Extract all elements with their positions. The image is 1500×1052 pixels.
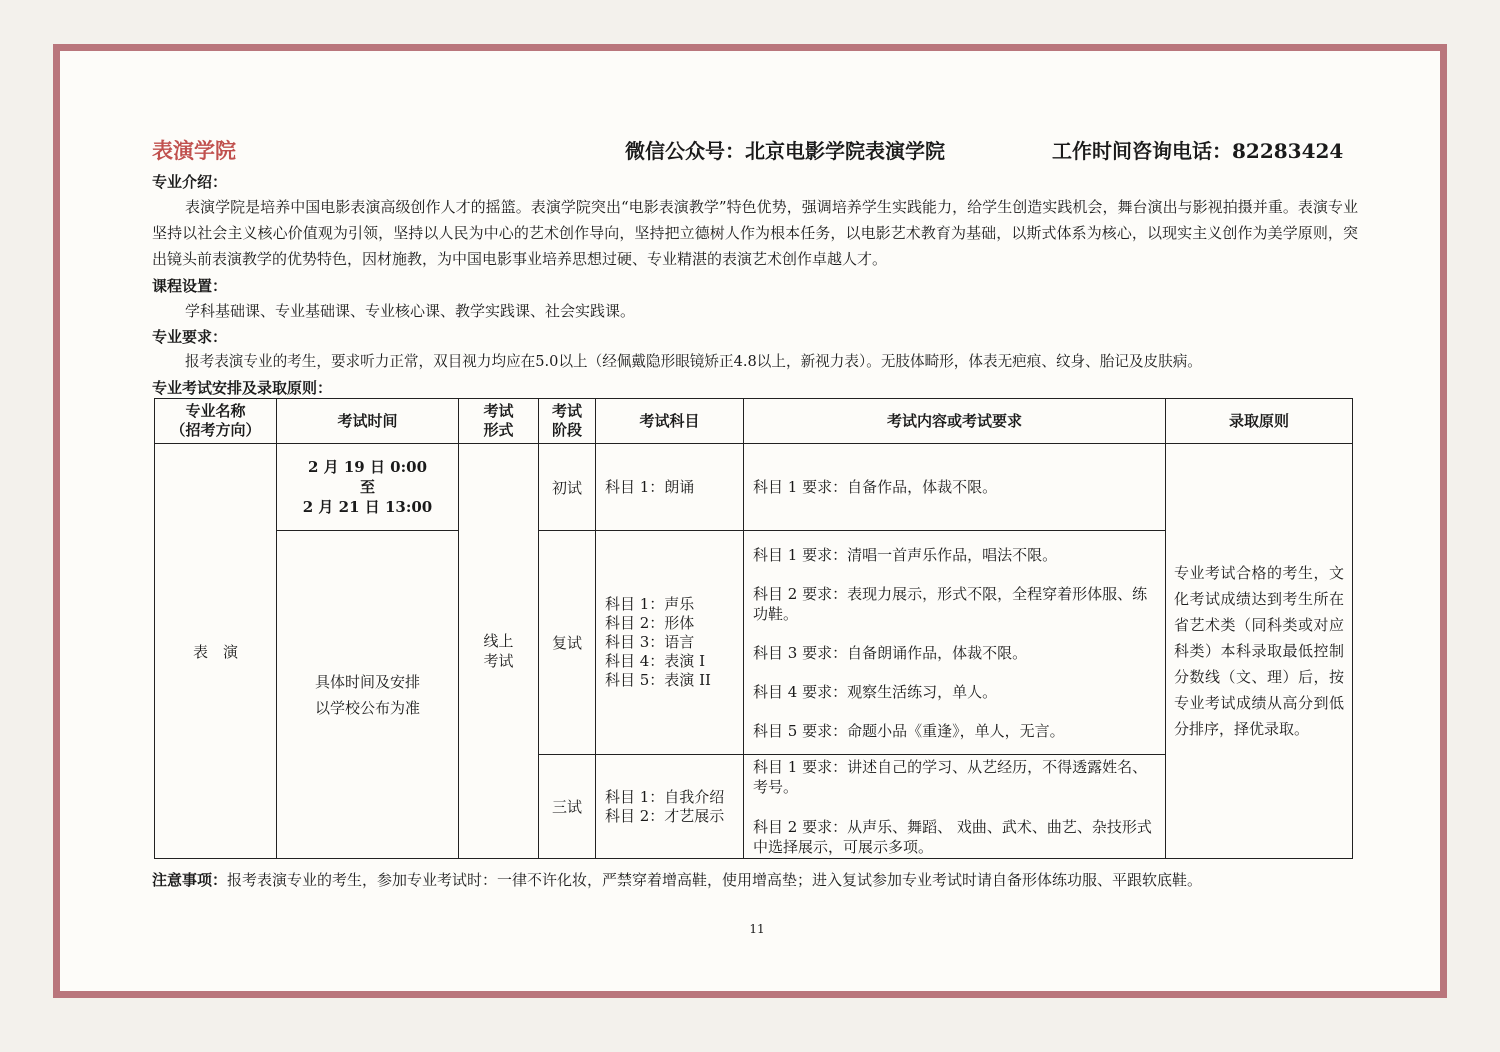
- header-subjects: 考试科目: [596, 399, 744, 444]
- requirement-item: 科目 2 要求：从声乐、舞蹈、 戏曲、武术、曲艺、杂技形式中选择展示，可展示多项。: [753, 817, 1152, 856]
- college-name: 表演学院: [152, 138, 236, 163]
- requirement-item: 科目 4 要求：观察生活练习，单人。: [753, 682, 998, 701]
- requirements-text: 报考表演专业的考生，要求听力正常，双目视力均应在5.0以上（经佩戴隐形眼镜矫正4.8以上，新视力表）。无肢体畸形，体表无疤痕、纹身、胎记及皮肤病。: [185, 353, 1202, 370]
- subject-item: 科目 2：才艺展示: [605, 806, 725, 825]
- subject-item: 科目 5：表演 II: [605, 671, 711, 689]
- requirement-item: 科目 5 要求：命题小品《重逢》，单人，无言。: [753, 721, 1065, 740]
- subject-item: 科目 4：表演 I: [605, 652, 706, 670]
- requirements-title: 专业要求：: [152, 328, 228, 346]
- time-line: 具体时间及安排: [314, 672, 420, 691]
- header-form-line: 形式: [483, 421, 514, 439]
- form-line: 考试: [483, 652, 514, 670]
- consult-phone: 工作时间咨询电话：82283424: [1052, 139, 1344, 163]
- form-cell: [459, 444, 539, 859]
- header-stage: [539, 399, 596, 444]
- intro-title: 专业介绍：: [152, 173, 228, 191]
- header-form-line: 考试: [483, 402, 514, 420]
- header-form: [459, 399, 539, 444]
- time-line: 以学校公布为准: [314, 698, 420, 717]
- stage-cell-round2: 复试: [539, 531, 596, 755]
- subject-item: 科目 2：形体: [605, 614, 695, 632]
- requirement-item: 科目 2 要求：表现力展示，形式不限，全程穿着形体服、练功鞋。: [753, 584, 1148, 623]
- time-line: 至: [359, 478, 375, 496]
- stage-cell-round1: 初试: [539, 444, 596, 531]
- time-line: 2 月 21 日 13:00: [302, 498, 433, 516]
- wechat-account: 微信公众号：北京电影学院表演学院: [625, 139, 945, 163]
- requirement-item: 科目 1 要求：清唱一首声乐作品，唱法不限。: [753, 545, 1058, 564]
- page-frame: [53, 44, 1447, 998]
- content-cell-round3: [744, 755, 1166, 859]
- header-stage-line: 考试: [551, 402, 582, 420]
- subject-item: 科目 1：朗诵: [605, 477, 695, 496]
- header-major-line: （招考方向）: [170, 421, 261, 439]
- subjects-cell-round2: [596, 531, 744, 755]
- exam-schedule-table: [154, 398, 1353, 859]
- stage-cell-round3: 三试: [539, 755, 596, 859]
- requirement-item: 科目 1 要求：讲述自己的学习、从艺经历，不得透露姓名、考号。: [753, 757, 1148, 796]
- table-row: [155, 444, 1353, 531]
- header-stage-line: 阶段: [551, 421, 582, 439]
- notice-text: 报考表演专业的考生，参加专业考试时：一律不许化妆，严禁穿着增高鞋，使用增高垫；进入复试参加专业考试时请自备形体练功服、平跟软底鞋。: [227, 871, 1203, 889]
- subject-item: 科目 1：自我介绍: [605, 787, 725, 806]
- content-cell-round2: [744, 531, 1166, 755]
- schedule-title: 专业考试安排及录取原则：: [152, 379, 333, 397]
- subject-item: 科目 3：语言: [605, 633, 695, 651]
- major-cell: 表 演: [155, 444, 277, 859]
- header-time: 考试时间: [277, 399, 459, 444]
- notice-label: 注意事项：: [152, 871, 228, 889]
- subjects-cell-round3: [596, 755, 744, 859]
- header-content: 考试内容或考试要求: [744, 399, 1166, 444]
- form-line: 线上: [483, 632, 514, 650]
- header-major: [155, 399, 277, 444]
- header-major-line: 专业名称: [185, 402, 246, 420]
- admission-cell: 专业考试合格的考生，文化考试成绩达到考生所在省艺术类（同科类或对应科类）本科录取最低控制分数线（文、理）后，按专业考试成绩从高分到低分排序，择优录取。: [1166, 444, 1353, 859]
- page-header: [152, 135, 1358, 165]
- table-header-row: [155, 399, 1353, 444]
- time-line: 2 月 19 日 0:00: [307, 458, 428, 476]
- notice: [152, 869, 1202, 890]
- subject-item: 科目 1：声乐: [605, 595, 695, 613]
- subjects-cell-round1: [596, 444, 744, 531]
- courses-text: 学科基础课、专业基础课、专业核心课、教学实践课、社会实践课。: [185, 302, 636, 320]
- time-cell-first: [277, 444, 459, 531]
- time-cell-second: [277, 531, 459, 859]
- requirement-item: 科目 3 要求：自备朗诵作品，体裁不限。: [753, 643, 1028, 662]
- courses-title: 课程设置：: [152, 277, 228, 295]
- intro-text: 表演学院是培养中国电影表演高级创作人才的摇篮。表演学院突出“电影表演教学”特色优势，强调培养学生实践能力，给学生创造实践机会，舞台演出与影视拍摄并重。表演专业坚持以社会主义核心价值观为引领，坚持以人民为中心的艺术创作导向，坚持把立德树人作为根本任务，以电影艺术教育为基础，以斯式体系为核心，以现实主义创作为美学原则，突出镜头前表演教学的优势特色，因材施教，为中国电影事业培养思想过硬、专业精湛的表演艺术创作卓越人才。: [152, 198, 1358, 268]
- header-admission: 录取原则: [1166, 399, 1353, 444]
- page-number: 11: [749, 922, 765, 936]
- requirement-item: 科目 1 要求：自备作品，体裁不限。: [753, 478, 998, 496]
- content-cell-round1: [744, 444, 1166, 531]
